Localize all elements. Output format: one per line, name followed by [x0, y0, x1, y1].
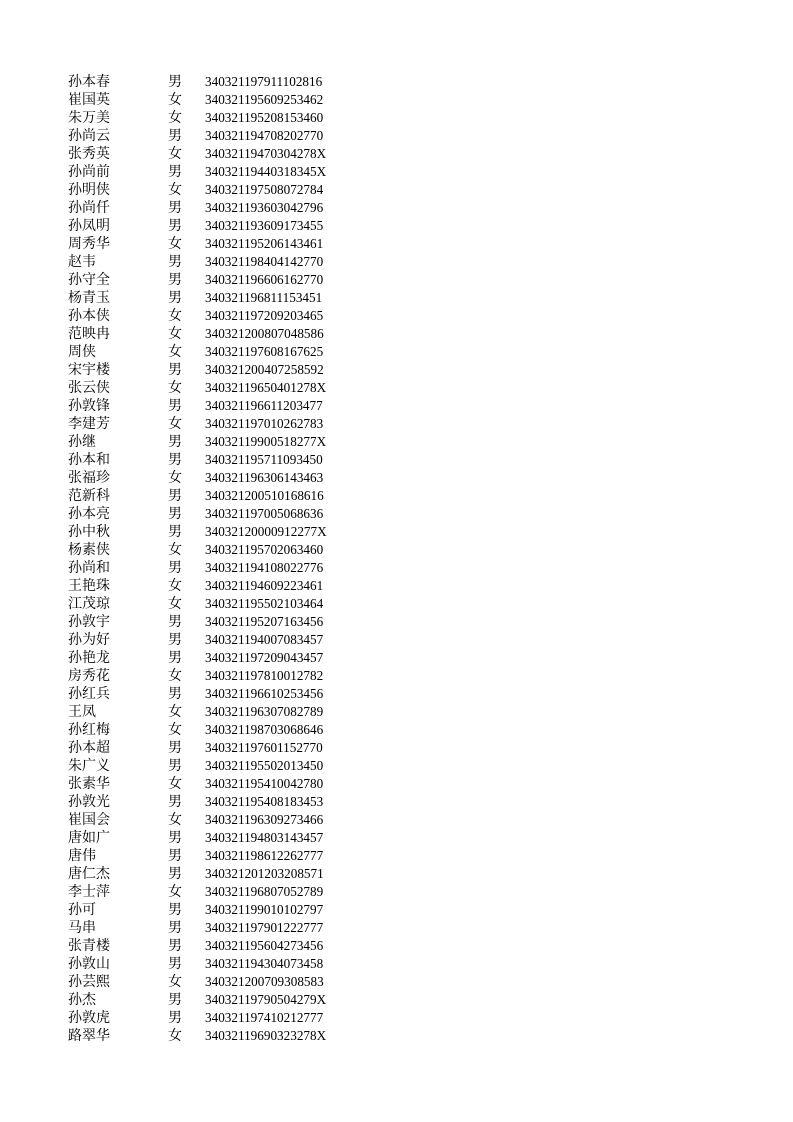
person-gender: 女: [168, 542, 182, 558]
list-item: [68, 73, 368, 91]
person-gender: 女: [168, 1028, 182, 1044]
list-item: [68, 937, 368, 955]
id-number: 340321197410212777: [205, 1010, 324, 1025]
person-name: 孙敦虎: [68, 1010, 110, 1026]
list-item: [68, 703, 368, 721]
person-name: 孙凤明: [68, 218, 110, 234]
person-gender: 男: [168, 650, 182, 666]
person-gender: 女: [168, 326, 182, 342]
list-item: [68, 973, 368, 991]
id-number: 340321197508072784: [205, 182, 324, 197]
person-name: 孙为好: [68, 632, 110, 648]
person-gender: 男: [168, 272, 182, 288]
person-name: 李士萍: [68, 884, 110, 900]
person-name: 孙红兵: [68, 686, 110, 702]
id-number: 34032119440318345X: [205, 164, 327, 179]
id-number: 340321197901222777: [205, 920, 324, 935]
person-gender: 男: [168, 920, 182, 936]
list-item: [68, 397, 368, 415]
list-item: [68, 361, 368, 379]
list-item: [68, 793, 368, 811]
person-gender: 男: [168, 740, 182, 756]
id-number: 340321196610253456: [205, 686, 324, 701]
id-number: 340321196811153451: [205, 290, 323, 305]
person-gender: 男: [168, 992, 182, 1008]
id-number: 340321194108022776: [205, 560, 324, 575]
id-number: 340321197810012782: [205, 668, 324, 683]
list-item: [68, 829, 368, 847]
person-gender: 男: [168, 434, 182, 450]
id-number: 340321193609173455: [205, 218, 324, 233]
person-name: 孙本亮: [68, 506, 110, 522]
person-name: 孙杰: [68, 992, 96, 1008]
list-item: [68, 559, 368, 577]
id-number: 340321200510168616: [205, 488, 324, 503]
list-item: [68, 739, 368, 757]
person-gender: 男: [168, 1010, 182, 1026]
person-name: 唐仁杰: [68, 866, 110, 882]
id-number: 340321195206143461: [205, 236, 324, 251]
person-gender: 女: [168, 416, 182, 432]
person-name: 朱万美: [68, 110, 110, 126]
person-name: 孙敦锋: [68, 398, 110, 414]
person-gender: 女: [168, 722, 182, 738]
id-number: 340321196606162770: [205, 272, 324, 287]
person-gender: 男: [168, 200, 182, 216]
person-gender: 男: [168, 524, 182, 540]
person-gender: 女: [168, 884, 182, 900]
person-name: 张素华: [68, 776, 110, 792]
list-item: [68, 721, 368, 739]
person-name: 孙继: [68, 434, 96, 450]
id-number: 340321198404142770: [205, 254, 324, 269]
person-gender: 男: [168, 866, 182, 882]
person-name: 宋宇楼: [68, 362, 110, 378]
id-number: 340321197005068636: [205, 506, 324, 521]
person-gender: 男: [168, 848, 182, 864]
list-item: [68, 685, 368, 703]
person-name: 张青楼: [68, 938, 110, 954]
id-number: 340321196807052789: [205, 884, 324, 899]
person-name: 孙本侠: [68, 308, 110, 324]
list-item: [68, 757, 368, 775]
person-gender: 女: [168, 578, 182, 594]
person-name: 孙可: [68, 902, 96, 918]
list-item: [68, 235, 368, 253]
person-name: 崔国会: [68, 812, 110, 828]
id-number: 34032119470304278X: [205, 146, 327, 161]
id-number: 340321197209043457: [205, 650, 324, 665]
list-item: [68, 505, 368, 523]
id-number: 340321197010262783: [205, 416, 324, 431]
id-number: 340321196309273466: [205, 812, 324, 827]
person-name: 张秀英: [68, 146, 110, 162]
person-name: 孙尚仟: [68, 200, 110, 216]
roster-list: [68, 73, 368, 1045]
person-gender: 女: [168, 92, 182, 108]
person-name: 唐伟: [68, 848, 96, 864]
list-item: [68, 577, 368, 595]
id-number: 340321200807048586: [205, 326, 324, 341]
person-name: 马串: [68, 920, 96, 936]
id-number: 34032119900518277X: [205, 434, 327, 449]
person-gender: 男: [168, 614, 182, 630]
list-item: [68, 163, 368, 181]
id-number: 340321200407258592: [205, 362, 324, 377]
person-name: 孙敦光: [68, 794, 110, 810]
person-name: 孙明侠: [68, 182, 110, 198]
list-item: [68, 1027, 368, 1045]
person-gender: 男: [168, 164, 182, 180]
list-item: [68, 595, 368, 613]
person-name: 江茂琼: [68, 596, 110, 612]
person-gender: 男: [168, 560, 182, 576]
person-gender: 女: [168, 182, 182, 198]
person-gender: 男: [168, 956, 182, 972]
person-name: 孙本春: [68, 74, 110, 90]
list-item: [68, 523, 368, 541]
person-name: 杨素侠: [68, 542, 110, 558]
list-item: [68, 667, 368, 685]
id-number: 340321193603042796: [205, 200, 324, 215]
list-item: [68, 415, 368, 433]
list-item: [68, 847, 368, 865]
person-gender: 男: [168, 938, 182, 954]
id-number: 340321195711093450: [205, 452, 323, 467]
person-gender: 女: [168, 974, 182, 990]
id-number: 340321197608167625: [205, 344, 324, 359]
id-number: 340321194609223461: [205, 578, 324, 593]
list-item: [68, 775, 368, 793]
person-gender: 女: [168, 704, 182, 720]
id-number: 34032119690323278X: [205, 1028, 327, 1043]
list-item: [68, 145, 368, 163]
person-name: 孙红梅: [68, 722, 110, 738]
person-gender: 男: [168, 398, 182, 414]
list-item: [68, 217, 368, 235]
person-gender: 男: [168, 218, 182, 234]
person-name: 赵韦: [68, 254, 96, 270]
person-name: 孙尚前: [68, 164, 110, 180]
id-number: 340321198703068646: [205, 722, 324, 737]
list-item: [68, 901, 368, 919]
id-number: 340321195502013450: [205, 758, 324, 773]
person-gender: 男: [168, 74, 182, 90]
id-number: 340321196306143463: [205, 470, 324, 485]
person-name: 孙尚云: [68, 128, 110, 144]
person-gender: 男: [168, 362, 182, 378]
person-gender: 女: [168, 110, 182, 126]
list-item: [68, 181, 368, 199]
person-gender: 女: [168, 776, 182, 792]
person-name: 杨青玉: [68, 290, 110, 306]
id-number: 340321197209203465: [205, 308, 324, 323]
id-number: 340321195702063460: [205, 542, 324, 557]
person-gender: 男: [168, 794, 182, 810]
id-number: 340321195207163456: [205, 614, 324, 629]
id-number: 340321196611203477: [205, 398, 323, 413]
person-name: 王艳珠: [68, 578, 110, 594]
id-number: 340321194007083457: [205, 632, 324, 647]
person-name: 孙敦山: [68, 956, 110, 972]
id-number: 34032119790504279X: [205, 992, 327, 1007]
list-item: [68, 109, 368, 127]
list-item: [68, 469, 368, 487]
person-gender: 女: [168, 380, 182, 396]
list-item: [68, 289, 368, 307]
person-name: 孙本和: [68, 452, 110, 468]
person-name: 张福珍: [68, 470, 110, 486]
id-number: 340321200709308583: [205, 974, 324, 989]
person-gender: 男: [168, 290, 182, 306]
id-number: 340321195408183453: [205, 794, 324, 809]
person-gender: 女: [168, 236, 182, 252]
id-number: 340321194304073458: [205, 956, 324, 971]
person-name: 王凤: [68, 704, 96, 720]
person-gender: 男: [168, 830, 182, 846]
list-item: [68, 541, 368, 559]
person-gender: 女: [168, 344, 182, 360]
person-name: 崔国英: [68, 92, 110, 108]
person-name: 孙敦宇: [68, 614, 110, 630]
list-item: [68, 91, 368, 109]
list-item: [68, 379, 368, 397]
id-number: 340321199010102797: [205, 902, 324, 917]
list-item: [68, 631, 368, 649]
person-gender: 男: [168, 488, 182, 504]
person-gender: 男: [168, 632, 182, 648]
person-name: 范映冉: [68, 326, 110, 342]
person-name: 孙芸熙: [68, 974, 110, 990]
id-number: 340321194708202770: [205, 128, 324, 143]
person-gender: 男: [168, 452, 182, 468]
person-name: 孙艳龙: [68, 650, 110, 666]
id-number: 340321195410042780: [205, 776, 324, 791]
person-name: 周秀华: [68, 236, 110, 252]
person-name: 李建芳: [68, 416, 110, 432]
id-number: 340321197601152770: [205, 740, 323, 755]
list-item: [68, 865, 368, 883]
id-number: 340321194803143457: [205, 830, 324, 845]
list-item: [68, 883, 368, 901]
person-name: 孙守全: [68, 272, 110, 288]
list-item: [68, 343, 368, 361]
id-number: 340321201203208571: [205, 866, 324, 881]
person-gender: 男: [168, 128, 182, 144]
id-number: 340321195609253462: [205, 92, 324, 107]
person-name: 朱广义: [68, 758, 110, 774]
person-gender: 男: [168, 758, 182, 774]
id-number: 340321195502103464: [205, 596, 324, 611]
list-item: [68, 991, 368, 1009]
list-item: [68, 451, 368, 469]
person-name: 范新科: [68, 488, 110, 504]
person-name: 唐如广: [68, 830, 110, 846]
person-gender: 女: [168, 668, 182, 684]
list-item: [68, 433, 368, 451]
list-item: [68, 649, 368, 667]
person-gender: 女: [168, 146, 182, 162]
list-item: [68, 1009, 368, 1027]
id-number: 340321198612262777: [205, 848, 324, 863]
list-item: [68, 127, 368, 145]
list-item: [68, 271, 368, 289]
id-number: 340321197911102816: [205, 74, 323, 89]
list-item: [68, 613, 368, 631]
person-gender: 女: [168, 470, 182, 486]
person-gender: 男: [168, 506, 182, 522]
person-name: 张云侠: [68, 380, 110, 396]
id-number: 340321196307082789: [205, 704, 324, 719]
person-name: 孙尚和: [68, 560, 110, 576]
id-number: 340321195208153460: [205, 110, 324, 125]
person-gender: 男: [168, 254, 182, 270]
list-item: [68, 253, 368, 271]
id-number: 340321195604273456: [205, 938, 324, 953]
list-item: [68, 811, 368, 829]
person-gender: 男: [168, 902, 182, 918]
id-number: 34032120000912277X: [205, 524, 327, 539]
person-name: 路翠华: [68, 1028, 110, 1044]
list-item: [68, 325, 368, 343]
person-name: 孙中秋: [68, 524, 110, 540]
person-name: 孙本超: [68, 740, 110, 756]
person-gender: 男: [168, 686, 182, 702]
list-item: [68, 919, 368, 937]
list-item: [68, 955, 368, 973]
person-name: 房秀花: [68, 668, 110, 684]
list-item: [68, 307, 368, 325]
person-gender: 女: [168, 812, 182, 828]
list-item: [68, 487, 368, 505]
person-gender: 女: [168, 596, 182, 612]
id-number: 34032119650401278X: [205, 380, 327, 395]
person-gender: 女: [168, 308, 182, 324]
person-name: 周侠: [68, 344, 96, 360]
list-item: [68, 199, 368, 217]
